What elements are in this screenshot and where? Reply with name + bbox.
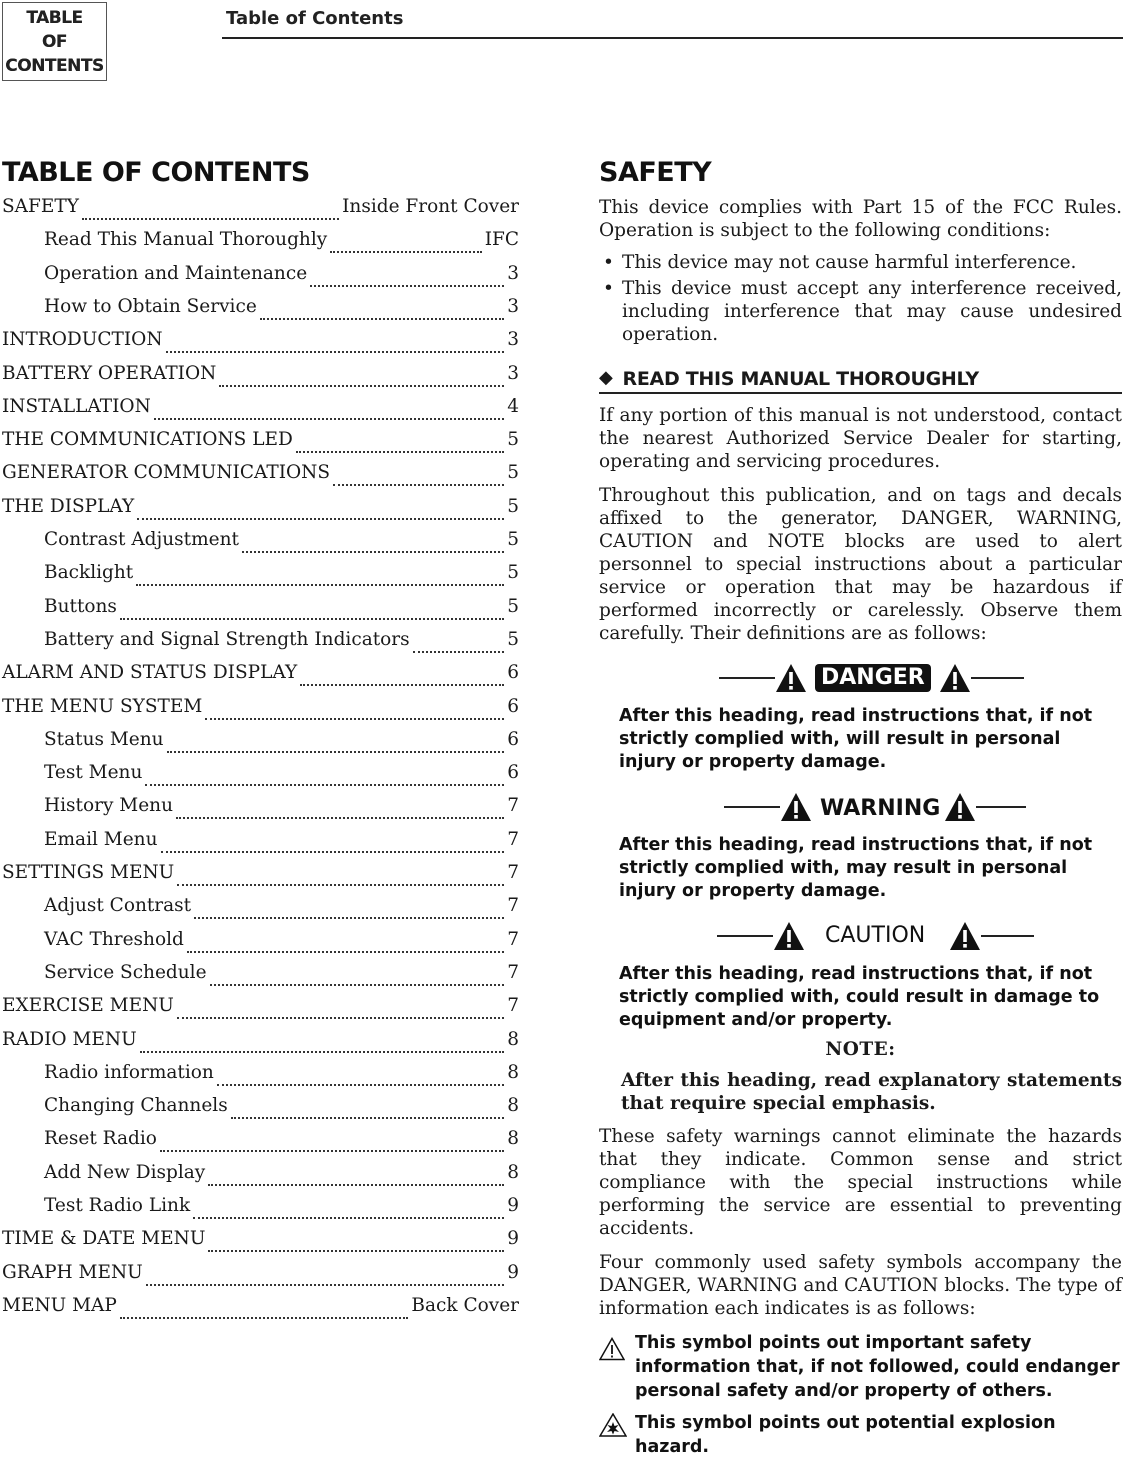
toc-entry[interactable] <box>44 762 519 795</box>
toc-entry-page: 5 <box>507 562 519 584</box>
toc-entry-page: 3 <box>507 362 519 384</box>
safety-alert-icon <box>599 1331 635 1367</box>
toc-entry-label: THE MENU SYSTEM <box>2 695 203 717</box>
safety-column <box>599 150 1122 1467</box>
toc-entry-page: Inside Front Cover <box>342 196 519 217</box>
toc-entry-label: BATTERY OPERATION <box>2 362 217 384</box>
toc-entry-label: Contrast Adjustment <box>44 529 239 550</box>
toc-entry[interactable] <box>44 962 519 995</box>
toc-leader-dots <box>187 950 504 953</box>
toc-entry-page: 8 <box>507 1161 519 1183</box>
caution-banner <box>599 921 1122 955</box>
toc-entry[interactable] <box>44 795 519 828</box>
toc-entry-label: RADIO MENU <box>2 1028 137 1050</box>
toc-entry-label: EXERCISE MENU <box>2 995 174 1017</box>
toc-entry-label: How to Obtain Service <box>44 295 257 317</box>
hazard-paragraph: These safety warnings cannot eliminate the hazards that they indicate. Common sense and strict compliance with the special instructions while performing the service are essential to preventing accidents. <box>599 1126 1122 1239</box>
toc-entry-page: 4 <box>507 395 519 417</box>
toc-entry-label: THE DISPLAY <box>2 495 135 517</box>
warning-triangle-icon <box>780 792 812 822</box>
toc-entry-label: ALARM AND STATUS DISPLAY <box>2 662 298 684</box>
toc-entry-page: 6 <box>507 762 519 784</box>
warning-label: WARNING <box>820 796 941 821</box>
toc-leader-dots <box>219 384 504 387</box>
toc-entry[interactable] <box>44 1128 519 1161</box>
toc-entry[interactable] <box>44 263 519 296</box>
toc-entry-label: Read This Manual Thoroughly <box>44 229 328 251</box>
toc-entry-label: THE COMMUNICATIONS LED <box>2 429 293 451</box>
toc-column <box>2 150 519 1328</box>
danger-rule-left <box>719 677 775 679</box>
toc-entry[interactable] <box>2 496 519 529</box>
explosion-hazard-icon <box>599 1411 635 1443</box>
warning-triangle-icon <box>939 663 971 693</box>
toc-entry[interactable] <box>2 196 519 229</box>
caution-label: CAUTION <box>825 923 926 948</box>
toc-entry-page: 8 <box>507 1028 519 1050</box>
toc-entry[interactable] <box>44 1095 519 1128</box>
toc-entry-label: GENERATOR COMMUNICATIONS <box>2 462 331 484</box>
toc-entry-page: 7 <box>507 961 519 983</box>
toc-leader-dots <box>145 783 504 786</box>
read-manual-heading <box>599 368 1122 394</box>
toc-entry-label: Radio information <box>44 1061 214 1083</box>
warning-triangle-icon <box>944 792 976 822</box>
toc-entry[interactable] <box>44 895 519 928</box>
safety-heading: SAFETY <box>599 157 712 188</box>
toc-entry-page: 5 <box>507 495 519 517</box>
toc-entry-page: 5 <box>507 462 519 484</box>
toc-entry[interactable] <box>44 596 519 629</box>
toc-leader-dots <box>210 983 505 986</box>
toc-heading: TABLE OF CONTENTS <box>2 157 310 188</box>
toc-entry[interactable] <box>2 1262 519 1295</box>
toc-entry-page: Back Cover <box>411 1294 519 1316</box>
toc-leader-dots <box>136 583 504 586</box>
toc-leader-dots <box>82 217 339 220</box>
toc-entry-page: 9 <box>507 1228 519 1250</box>
toc-leader-dots <box>208 1183 504 1186</box>
toc-entry-page: 8 <box>507 1061 519 1083</box>
warning-banner <box>599 792 1122 826</box>
warning-triangle-icon <box>949 921 981 951</box>
toc-entry[interactable] <box>2 862 519 895</box>
toc-leader-dots <box>177 1016 504 1019</box>
toc-entry-label: Reset Radio <box>44 1128 157 1150</box>
toc-leader-dots <box>176 816 504 819</box>
toc-entry[interactable] <box>44 729 519 762</box>
explosion-symbol-description: This symbol points out potential explosion hazard. <box>635 1413 1056 1457</box>
toc-entry-page: 6 <box>507 695 519 717</box>
toc-entry-label: Status Menu <box>44 728 164 750</box>
toc-leader-dots <box>194 916 504 919</box>
toc-entry-label: Test Menu <box>44 762 143 784</box>
toc-entry-page: 8 <box>507 1095 519 1117</box>
toc-leader-dots <box>208 1249 504 1252</box>
explosion-symbol-row <box>599 1411 1122 1459</box>
badge-line-2: OF <box>41 31 68 52</box>
table-of-contents-badge[interactable] <box>2 2 107 81</box>
toc-entry-label: VAC Threshold <box>44 928 184 950</box>
toc-entry[interactable] <box>2 396 519 429</box>
toc-entry-label: Buttons <box>44 595 117 617</box>
toc-entry-page: 3 <box>507 295 519 317</box>
header-rule <box>222 37 1123 39</box>
caution-rule-right <box>981 935 1034 937</box>
toc-entry-label: TIME & DATE MENU <box>2 1228 206 1250</box>
toc-entry-page: 5 <box>507 529 519 550</box>
toc-entry-label: GRAPH MENU <box>2 1261 143 1283</box>
toc-leader-dots <box>137 517 504 520</box>
caution-description: After this heading, read instructions that, if not strictly complied with, could result in damage to equipment and/or property. <box>619 964 1100 1030</box>
toc-entry[interactable] <box>44 829 519 862</box>
read-manual-paragraph: If any portion of this manual is not understood, contact the nearest Authorized Service Dealer for starting, operating and servicing procedures. <box>599 405 1122 472</box>
toc-entry-page: 3 <box>507 262 519 284</box>
signal-words-paragraph: Throughout this publication, and on tags and decals affixed to the generator, DANGER, WARNING, CAUTION and NOTE blocks are used to alert personnel to special instructions about a particular service or operation that may be hazardous if performed incorrectly or carelessly. Observe them carefully. Their definitions are as follows: <box>599 485 1122 644</box>
toc-entry-label: Battery and Signal Strength Indicators <box>44 628 410 650</box>
toc-entry[interactable] <box>2 662 519 695</box>
toc-leader-dots <box>161 850 505 853</box>
fcc-conditions-list <box>599 251 1122 346</box>
note-description: After this heading, read explanatory statements that require special emphasis. <box>621 1070 1122 1114</box>
fcc-condition: • This device may not cause harmful interference. <box>599 251 1122 274</box>
toc-leader-dots <box>205 717 504 720</box>
toc-leader-dots <box>154 417 504 420</box>
danger-label: DANGER <box>815 664 931 692</box>
safety-symbol-description: This symbol points out important safety information that, if not followed, could endanger personal safety and/or property of others. <box>635 1333 1120 1401</box>
toc-list <box>2 196 519 1328</box>
toc-leader-dots <box>217 1083 504 1086</box>
toc-entry-page: 9 <box>507 1195 519 1216</box>
toc-entry-label: Adjust Contrast <box>44 895 192 917</box>
warning-triangle-icon <box>775 663 807 693</box>
toc-entry-label: Changing Channels <box>44 1095 228 1117</box>
toc-entry-label: Service Schedule <box>44 961 207 983</box>
caution-rule-left <box>717 935 773 937</box>
toc-entry[interactable] <box>2 429 519 462</box>
toc-leader-dots <box>120 1316 409 1319</box>
toc-entry-page: 7 <box>507 995 519 1017</box>
toc-entry-page: 5 <box>507 595 519 617</box>
toc-entry[interactable] <box>44 629 519 662</box>
toc-leader-dots <box>140 1050 505 1053</box>
toc-entry[interactable] <box>44 296 519 329</box>
toc-entry-page: 8 <box>507 1128 519 1150</box>
toc-entry[interactable] <box>2 462 519 495</box>
toc-entry[interactable] <box>44 1062 519 1095</box>
toc-leader-dots <box>166 350 505 353</box>
toc-entry[interactable] <box>44 1195 519 1228</box>
toc-entry-page: 5 <box>507 628 519 650</box>
toc-entry-page: 9 <box>507 1261 519 1283</box>
diamond-icon: ◆ <box>599 367 613 388</box>
read-manual-heading-text: READ THIS MANUAL THOROUGHLY <box>622 368 979 390</box>
toc-leader-dots <box>146 1283 504 1286</box>
page-header-title: Table of Contents <box>226 8 404 29</box>
toc-entry-page: 7 <box>507 795 519 817</box>
toc-leader-dots <box>160 1149 504 1152</box>
toc-entry-page: 7 <box>507 862 519 883</box>
danger-description: After this heading, read instructions that, if not strictly complied with, will result in personal injury or property damage. <box>619 706 1093 772</box>
toc-entry-page: IFC <box>484 229 519 251</box>
badge-line-3: CONTENTS <box>5 55 104 76</box>
toc-entry-page: 6 <box>507 662 519 684</box>
fcc-condition: • This device must accept any interference received, including interference that may cause undesired operation. <box>599 277 1122 346</box>
toc-entry[interactable] <box>2 995 519 1028</box>
toc-entry-label: Add New Display <box>44 1161 206 1183</box>
toc-entry-page: 7 <box>507 928 519 950</box>
toc-entry-page: 7 <box>507 828 519 850</box>
toc-entry-label: INSTALLATION <box>2 395 151 417</box>
warning-rule-left <box>724 806 780 808</box>
toc-leader-dots <box>231 1116 505 1119</box>
toc-leader-dots <box>120 617 504 620</box>
safety-symbol-row <box>599 1331 1122 1403</box>
toc-entry[interactable] <box>44 229 519 262</box>
toc-entry-page: 7 <box>507 895 519 917</box>
toc-leader-dots <box>330 250 481 253</box>
toc-entry-label: SETTINGS MENU <box>2 862 175 883</box>
toc-leader-dots <box>310 284 504 287</box>
note-label: NOTE: <box>825 1039 896 1060</box>
toc-entry[interactable] <box>44 529 519 562</box>
toc-entry[interactable] <box>2 1228 519 1261</box>
toc-entry[interactable] <box>2 1295 519 1328</box>
danger-banner <box>599 663 1122 697</box>
toc-entry[interactable] <box>44 1162 519 1195</box>
toc-leader-dots <box>260 317 504 320</box>
toc-entry-page: 3 <box>507 329 519 351</box>
toc-entry-label: History Menu <box>44 795 174 817</box>
badge-line-1: TABLE <box>26 7 83 28</box>
toc-entry-label: MENU MAP <box>2 1294 117 1316</box>
toc-entry[interactable] <box>2 1029 519 1062</box>
toc-entry-label: Email Menu <box>44 828 158 850</box>
toc-leader-dots <box>193 1216 504 1219</box>
toc-entry-label: Test Radio Link <box>44 1195 191 1216</box>
toc-leader-dots <box>333 483 504 486</box>
toc-leader-dots <box>413 650 505 653</box>
toc-leader-dots <box>167 750 505 753</box>
symbols-intro-paragraph: Four commonly used safety symbols accompany the DANGER, WARNING and CAUTION blocks. The type of information each indicates is as follows: <box>599 1252 1122 1319</box>
toc-entry-label: Operation and Maintenance <box>44 262 308 284</box>
toc-entry-label: Backlight <box>44 562 134 584</box>
fcc-intro: This device complies with Part 15 of the FCC Rules. Operation is subject to the following conditions: <box>599 197 1122 241</box>
toc-leader-dots <box>296 450 504 453</box>
toc-entry[interactable] <box>44 562 519 595</box>
toc-leader-dots <box>177 883 504 886</box>
toc-entry[interactable] <box>2 696 519 729</box>
toc-entry[interactable] <box>44 929 519 962</box>
toc-leader-dots <box>242 550 504 553</box>
warning-triangle-icon <box>773 921 805 951</box>
toc-entry-page: 5 <box>507 429 519 451</box>
toc-entry-page: 6 <box>507 728 519 750</box>
warning-description: After this heading, read instructions that, if not strictly complied with, may result in personal injury or property damage. <box>619 835 1093 901</box>
toc-leader-dots <box>300 683 504 686</box>
warning-rule-right <box>976 806 1026 808</box>
toc-entry-label: SAFETY <box>2 196 79 217</box>
danger-rule-right <box>971 677 1024 679</box>
toc-entry-label: INTRODUCTION <box>2 329 163 351</box>
toc-entry[interactable] <box>2 329 519 362</box>
toc-entry[interactable] <box>2 363 519 396</box>
